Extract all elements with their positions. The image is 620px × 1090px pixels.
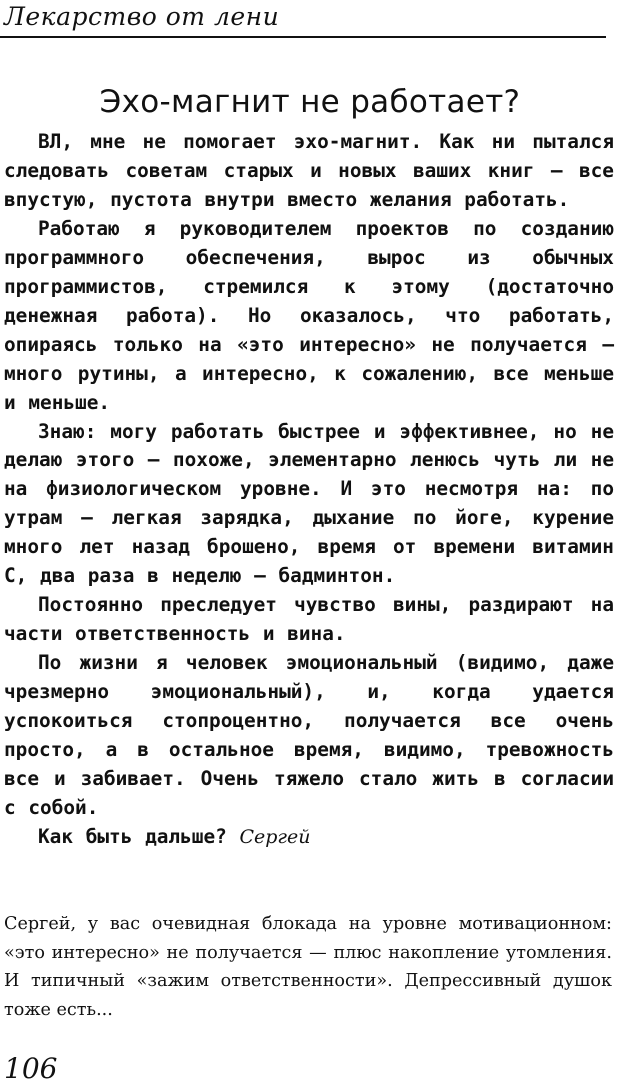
- author-answer: Сергей, у вас очевидная блокада на уровне мотивационном: «это интересно» не получается — плюс накопление утомления. И типичный «зажим ответственности». Депрессивный душок тоже есть...: [4, 914, 612, 1020]
- page-number: 106: [4, 1052, 58, 1085]
- article-title: Эхо-магнит не работает?: [99, 84, 521, 120]
- letter-paragraph: ВЛ, мне не помогает эхо-магнит. Как ни пытался следовать советам старых и новых ваших книг – все впустую, пустота внутри вместо желания работать.: [4, 130, 614, 211]
- letter-paragraph: Работаю я руководителем проектов по созданию программного обеспечения, вырос из обычных программистов, стремился к этому (достаточно денежная работа). Но оказалось, что работать, опираясь только на «это интересно» не получается – много рутины, а интересно, к сожалению, все меньше и меньше.: [4, 216, 614, 414]
- letter-paragraph: Знаю: могу работать быстрее и эффективнее, но не делаю этого — похоже, элементарно ленюсь чуть ли не на физиологическом уровне. И это несмотря на: по утрам – легкая зарядка, дыхание по йоге, курение много лет назад брошено, время от времени витамин С, два раза в неделю – бадминтон.: [4, 419, 614, 588]
- header-rule: [0, 36, 606, 38]
- running-head: Лекарство от лени: [4, 2, 280, 31]
- letter-closing-line: [4, 823, 614, 852]
- letter-paragraph: Постоянно преследует чувство вины, раздирают на части ответственность и вина.: [4, 593, 614, 646]
- letter-closing: Как быть дальше?: [38, 824, 227, 848]
- reader-letter: [4, 128, 614, 852]
- letter-signature: Сергей: [239, 825, 311, 848]
- letter-paragraph: По жизни я человек эмоциональный (видимо, даже чрезмерно эмоциональный), и, когда удается успокоиться стопроцентно, получается все очень просто, а в остальное время, видимо, тревожность все и забивает. Очень тяжело стало жить в согласии с собой.: [4, 651, 614, 819]
